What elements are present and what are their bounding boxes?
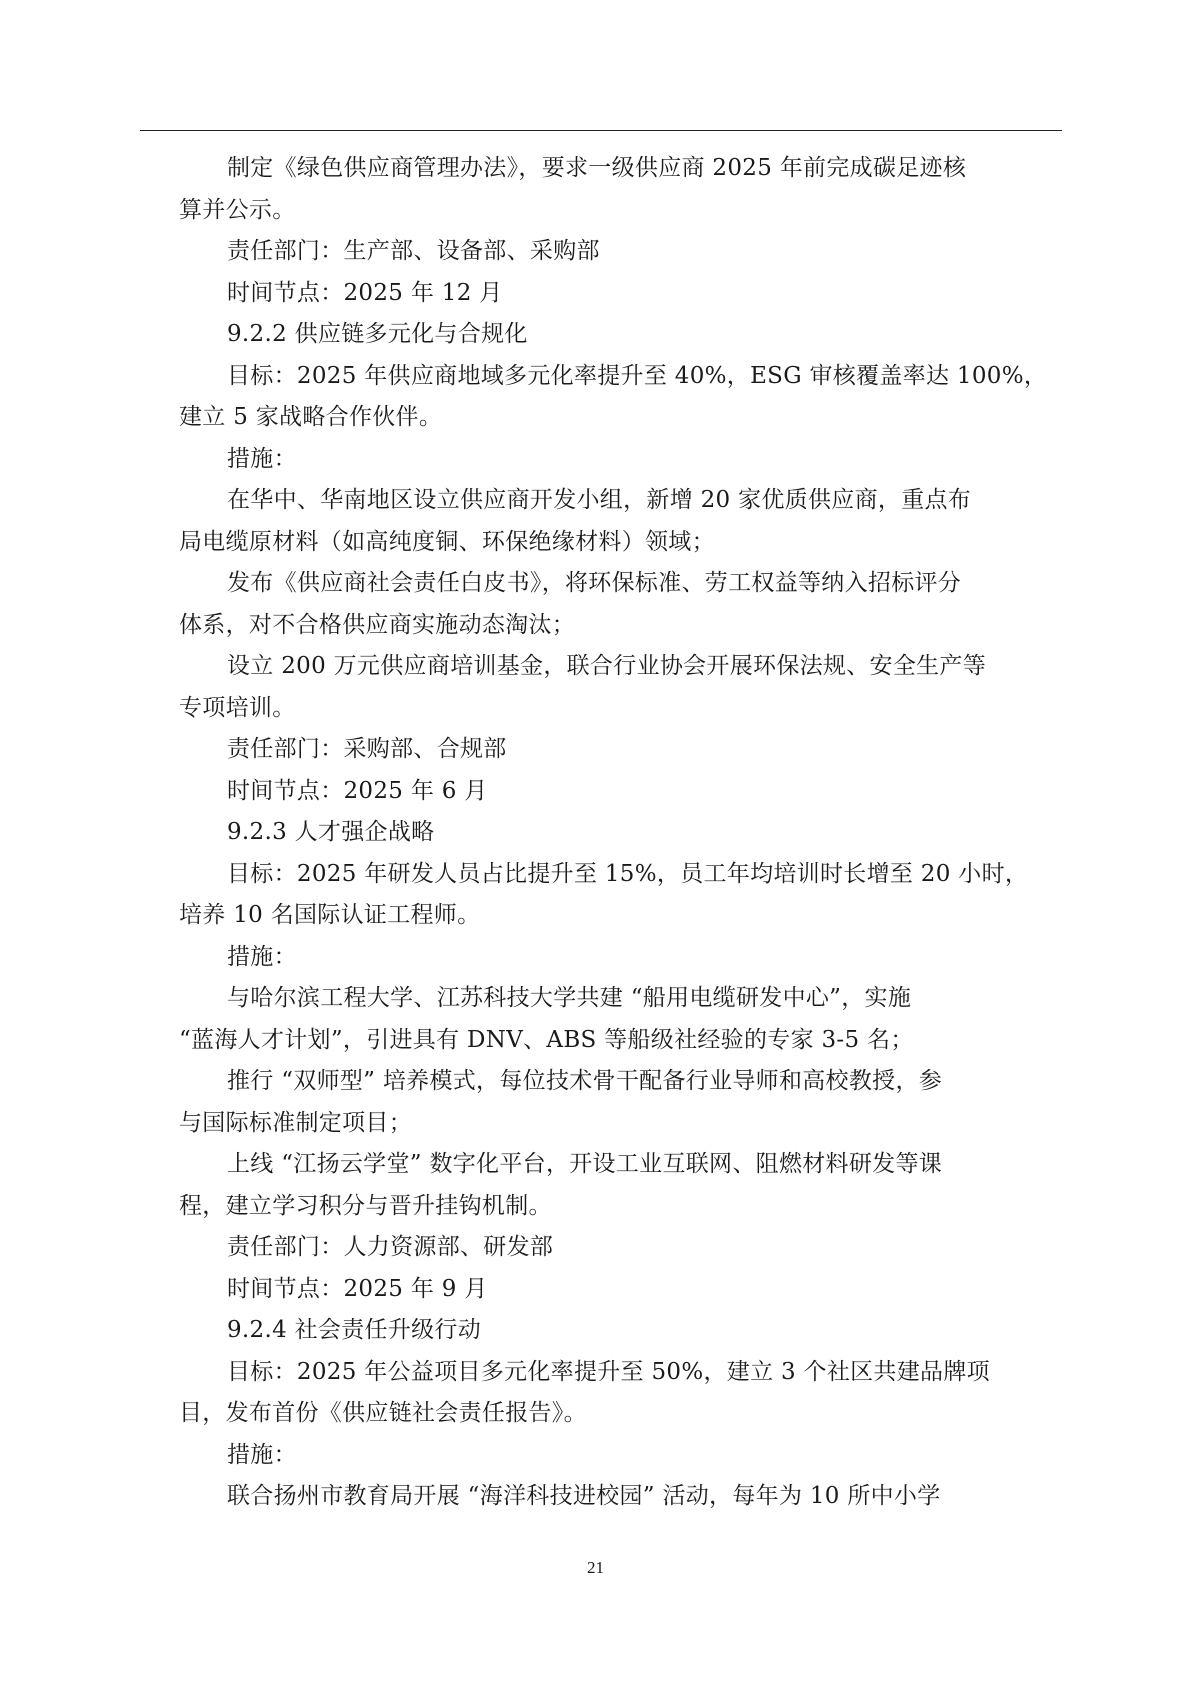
text-line: 发布《供应商社会责任白皮书》，将环保标准、劳工权益等纳入招标评分 bbox=[227, 570, 962, 596]
text-line: 在华中、华南地区设立供应商开发小组，新增 20 家优质供应商，重点布 bbox=[227, 487, 972, 513]
text-line: 局电缆原材料（如高纯度铜、环保绝缘材料）领域； bbox=[179, 528, 715, 555]
text-line: 与哈尔滨工程大学、江苏科技大学共建 “船用电缆研发中心”，实施 bbox=[227, 985, 912, 1011]
text-line: 时间节点：2025 年 9 月 bbox=[227, 1275, 488, 1302]
text-line: 与国际标准制定项目； bbox=[179, 1109, 412, 1136]
text-line: 体系，对不合格供应商实施动态淘汰； bbox=[179, 611, 576, 638]
text-line: 责任部门：生产部、设备部、采购部 bbox=[227, 238, 600, 264]
text-line: 制定《绿色供应商管理办法》，要求一级供应商 2025 年前完成碳足迹核 bbox=[227, 155, 967, 181]
section-heading: 9.2.2 供应链多元化与合规化 bbox=[227, 321, 528, 347]
text-line: 目标：2025 年研发人员占比提升至 15%，员工年均培训时长增至 20 小时， bbox=[227, 860, 1029, 887]
text-line: 时间节点：2025 年 12 月 bbox=[227, 279, 503, 306]
text-line: 上线 “江扬云学堂” 数字化平台，开设工业互联网、阻燃材料研发等课 bbox=[227, 1151, 943, 1177]
text-line: 措施： bbox=[227, 1441, 297, 1468]
text-line: 责任部门：采购部、合规部 bbox=[227, 736, 507, 762]
text-line: 建立 5 家战略合作伙伴。 bbox=[179, 404, 443, 430]
text-line: 措施： bbox=[227, 943, 297, 970]
text-line: 目，发布首份《供应链社会责任报告》。 bbox=[179, 1400, 587, 1426]
page-number: 21 bbox=[587, 1558, 604, 1577]
text-line: 联合扬州市教育局开展 “海洋科技进校园” 活动，每年为 10 所中小学 bbox=[227, 1483, 941, 1509]
section-heading: 9.2.3 人才强企战略 bbox=[227, 819, 435, 845]
text-line: 目标：2025 年公益项目多元化率提升至 50%，建立 3 个社区共建品牌项 bbox=[227, 1358, 990, 1385]
text-line: 时间节点：2025 年 6 月 bbox=[227, 777, 488, 804]
text-line: 措施： bbox=[227, 445, 297, 472]
text-line: 责任部门：人力资源部、研发部 bbox=[227, 1234, 554, 1260]
text-line: 算并公示。 bbox=[179, 196, 296, 223]
text-line: 目标：2025 年供应商地域多元化率提升至 40%，ESG 审核覆盖率达 100%， bbox=[227, 362, 1048, 389]
header-rule bbox=[140, 130, 1062, 131]
text-line: 推行 “双师型” 培养模式，每位技术骨干配备行业导师和高校教授，参 bbox=[227, 1068, 943, 1094]
document-body bbox=[179, 148, 1048, 1518]
text-line: 设立 200 万元供应商培训基金，联合行业协会开展环保法规、安全生产等 bbox=[227, 653, 987, 679]
text-line: 专项培训。 bbox=[179, 694, 296, 721]
section-heading: 9.2.4 社会责任升级行动 bbox=[227, 1317, 482, 1343]
text-line: “蓝海人才计划”，引进具有 DNV、ABS 等船级社经验的专家 3-5 名； bbox=[179, 1026, 914, 1053]
text-line: 程，建立学习积分与晋升挂钩机制。 bbox=[179, 1192, 552, 1219]
text-line: 培养 10 名国际认证工程师。 bbox=[179, 902, 481, 928]
